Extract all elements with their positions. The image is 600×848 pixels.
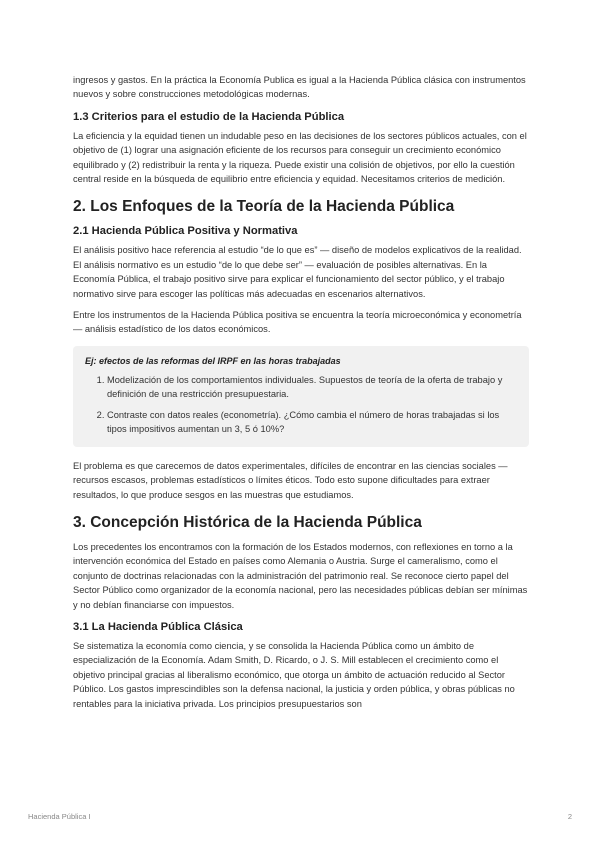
callout-item: 2. Contraste con datos reales (econometría). ¿Cómo cambia el número de horas trabajadas si los tipos impositivos aumentan un 3, 5 ó 10%? (107, 408, 517, 436)
paragraph-problema: El problema es que carecemos de datos experimentales, difíciles de encontrar en las ciencias sociales — recursos escasos, problemas estadísticos o límites éticos. Todo esto supone dificultades para extraer resultados, lo que produce sesgos en las muestras que estudiamos. (73, 460, 508, 500)
callout-title: Ej: efectos de las reformas del IRPF en las horas trabajadas (85, 355, 341, 366)
footer-document-title: Hacienda Pública I (28, 812, 91, 821)
page-content (73, 73, 529, 718)
section-heading-2-1: 2.1 Hacienda Pública Positiva y Normativa (73, 225, 298, 238)
section-heading-3: 3. Concepción Histórica de la Hacienda Pública (73, 513, 422, 531)
section-heading-3-1: 3.1 La Hacienda Pública Clásica (73, 620, 243, 633)
callout-list (85, 373, 517, 437)
paragraph-positivo-normativo: El análisis positivo hace referencia al estudio “de lo que es” — diseño de modelos explicativos de la realidad. El análisis normativo es un estudio “de lo que debe ser” — evaluación de posibles alternativas. En la Economía Pública, el trabajo positivo sirve para explicar el funcionamiento del sector público, y el trabajo normativo sirve para escoger las políticas más adecuadas en escenarios alternativos. (73, 245, 522, 299)
page-number: 2 (567, 812, 572, 821)
section-heading-1-3: 1.3 Criterios para el estudio de la Hacienda Pública (73, 110, 345, 123)
paragraph-instrumentos: Entre los instrumentos de la Hacienda Pública positiva se encuentra la teoría microeconómica y econometría — análisis estadístico de los datos económicos. (73, 310, 522, 335)
example-callout (73, 346, 529, 447)
callout-item: 1. Modelización de los comportamientos individuales. Supuestos de teoría de la oferta de trabajo y definición de una restricción presupuestaria. (107, 373, 517, 401)
paragraph-criterios: La eficiencia y la equidad tienen un indudable peso en las decisiones de los sectores públicos actuales, con el objetivo de (1) lograr una asignación eficiente de los recursos para conseguir un crecimiento económico equilibrado y (2) redistribuir la renta y la riqueza. Puede existir una colisión de objetivos, por ello la cuestión central reside en la búsqueda de equilibrio entre eficiencia y equidad. Necesitamos criterios de medición. (73, 130, 527, 185)
paragraph-precedentes: Los precedentes los encontramos con la formación de los Estados modernos, con reflexiones en torno a la intervención económica del Estado en países como Alemania o Austria. Surge el cameralismo, como el conjunto de doctrinas relacionadas con la administración del patrimonio real. Se reconoce cierto papel del Sector Público como organizador de la economía nacional, pero las necesidades públicas debían ser mínimas y no debían financiarse con impuestos. (73, 541, 528, 610)
section-heading-2: 2. Los Enfoques de la Teoría de la Hacienda Pública (73, 198, 455, 216)
paragraph-clasica: Se sistematiza la economía como ciencia, y se consolida la Hacienda Pública como un ámbito de especialización de la Economía. Adam Smith, D. Ricardo, o J. S. Mill establecen el crecimiento como el objetivo principal gracias al liberalismo económico, que otorga un ámbito de actuación reducido al Sector Público. Los gastos imprescindibles son la defensa nacional, la justicia y orden pública, y obras públicas no rentables para la iniciativa privada. Los principios presupuestarios son (73, 640, 515, 709)
paragraph-intro: ingresos y gastos. En la práctica la Economía Publica es igual a la Hacienda Pública clásica con instrumentos nuevos y sobre construcciones metodológicas modernas. (73, 75, 526, 100)
